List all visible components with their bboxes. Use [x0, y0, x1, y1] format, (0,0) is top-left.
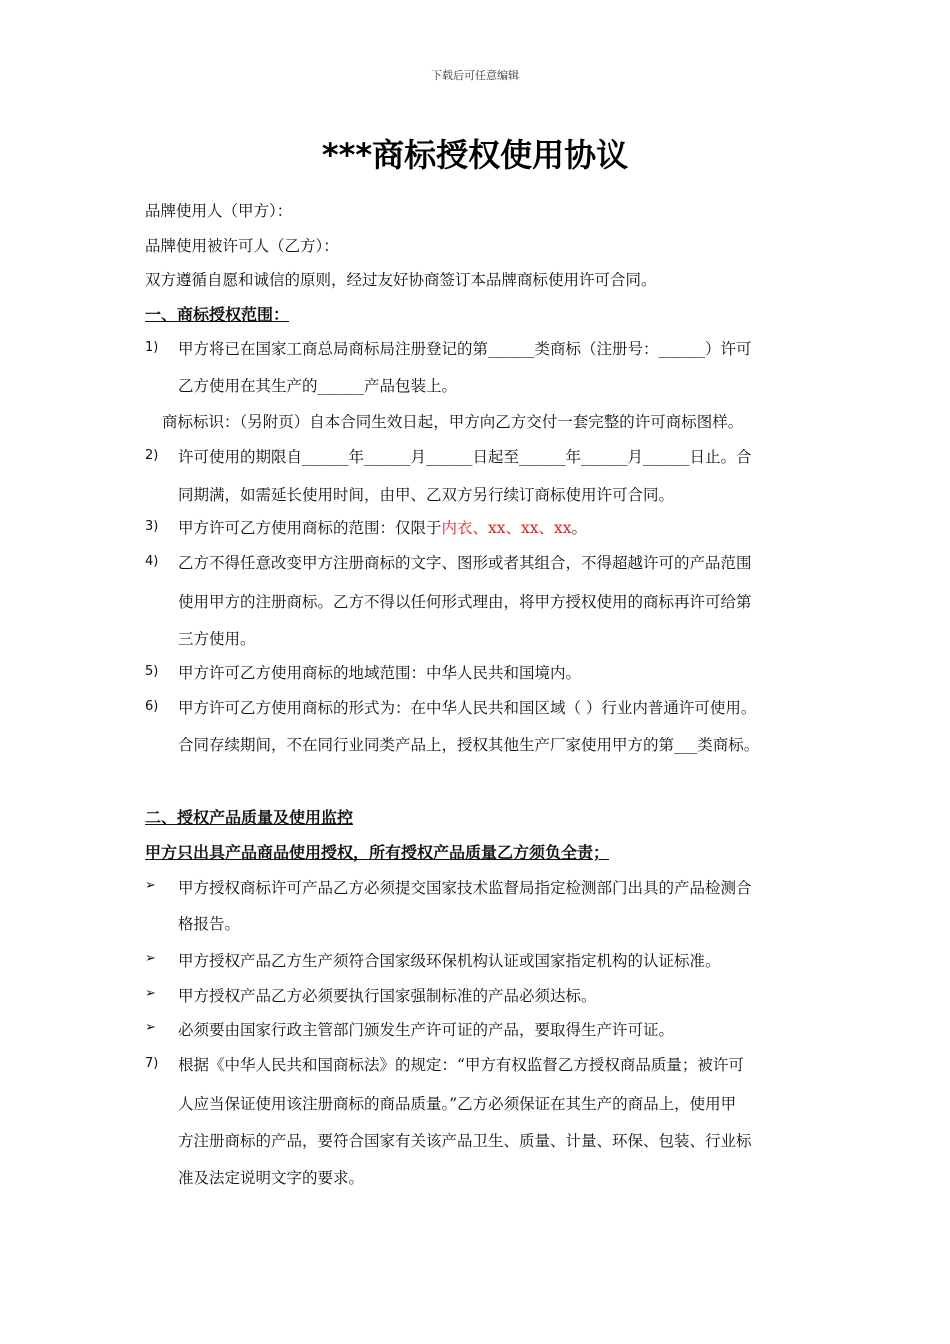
item2-line2: 同期满，如需延长使用时间，由甲、乙双方另行续订商标使用许可合同。: [178, 486, 675, 504]
item-number: 7): [145, 1056, 159, 1071]
item7-line4: 准及法定说明文字的要求。: [178, 1169, 365, 1187]
item3-highlight: 内衣、xx、xx、xx: [441, 519, 572, 537]
item4-line3: 三方使用。: [178, 630, 256, 648]
item7-line1: 根据《中华人民共和国商标法》的规定：“甲方有权监督乙方授权商品质量；被许可: [178, 1056, 744, 1074]
item-number: 4): [145, 554, 159, 569]
arrow-bullet-icon: ➢: [145, 951, 156, 966]
item3-line: [178, 516, 587, 538]
item-number: 6): [145, 699, 159, 714]
bullet1-line1: 甲方授权商标许可产品乙方必须提交国家技术监督局指定检测部门出具的产品检测合: [178, 879, 752, 897]
section2-subheading: 甲方只出具产品商品使用授权，所有授权产品质量乙方须负全责；: [145, 843, 610, 862]
item-number: 2): [145, 448, 159, 463]
item1-line2: 乙方使用在其生产的______产品包装上。: [178, 377, 458, 395]
item7-line2: 人应当保证使用该注册商标的商品质量。”乙方必须保证在其生产的商品上，使用甲: [178, 1095, 737, 1113]
item2-line1: 许可使用的期限自______年______月______日起至______年______月______日止。合: [178, 448, 752, 466]
item4-line2: 使用甲方的注册商标。乙方不得以任何形式理由，将甲方授权使用的商标再许可给第: [178, 593, 752, 611]
item7-line3: 方注册商标的产品，要符合国家有关该产品卫生、质量、计量、环保、包装、行业标: [178, 1132, 752, 1150]
bullet2-line1: 甲方授权产品乙方生产须符合国家级环保机构认证或国家指定机构的认证标准。: [178, 952, 721, 970]
mark-note: 商标标识：（另附页）自本合同生效日起，甲方向乙方交付一套完整的许可商标图样。: [162, 413, 744, 431]
arrow-bullet-icon: ➢: [145, 986, 156, 1001]
item-number: 5): [145, 664, 159, 679]
bullet1-line2: 格报告。: [178, 915, 241, 933]
item6-line2: 合同存续期间，不在同行业同类产品上，授权其他生产厂家使用甲方的第___类商标。: [178, 736, 760, 754]
party-b-line: 品牌使用被许可人（乙方）：: [145, 237, 339, 255]
document-title: ***商标授权使用协议: [321, 136, 629, 174]
item-number: 1): [145, 340, 159, 355]
section1-heading: 一、商标授权范围：: [145, 305, 290, 324]
party-a-line: 品牌使用人（甲方）：: [145, 202, 293, 220]
arrow-bullet-icon: ➢: [145, 1020, 156, 1035]
item3-prefix: 甲方许可乙方使用商标的范围：仅限于: [178, 519, 442, 537]
bullet4-line1: 必须要由国家行政主管部门颁发生产许可证的产品，要取得生产许可证。: [178, 1021, 675, 1039]
item3-suffix: 。: [571, 519, 587, 537]
intro-paragraph: 双方遵循自愿和诚信的原则，经过友好协商签订本品牌商标使用许可合同。: [145, 271, 657, 289]
item6-line1: 甲方许可乙方使用商标的形式为：在中华人民共和国区域（ ）行业内普通许可使用。: [178, 699, 757, 717]
section2-heading: 二、授权产品质量及使用监控: [145, 808, 354, 827]
header-note: 下载后可任意编辑: [431, 69, 519, 82]
item4-line1: 乙方不得任意改变甲方注册商标的文字、图形或者其组合，不得超越许可的产品范围: [178, 554, 752, 572]
bullet3-line1: 甲方授权产品乙方必须要执行国家强制标准的产品必须达标。: [178, 987, 597, 1005]
item5-line1: 甲方许可乙方使用商标的地域范围：中华人民共和国境内。: [178, 664, 582, 682]
item-number: 3): [145, 519, 159, 534]
item1-line1: 甲方将已在国家工商总局商标局注册登记的第______类商标（注册号：______）许可: [178, 340, 752, 358]
arrow-bullet-icon: ➢: [145, 878, 156, 893]
